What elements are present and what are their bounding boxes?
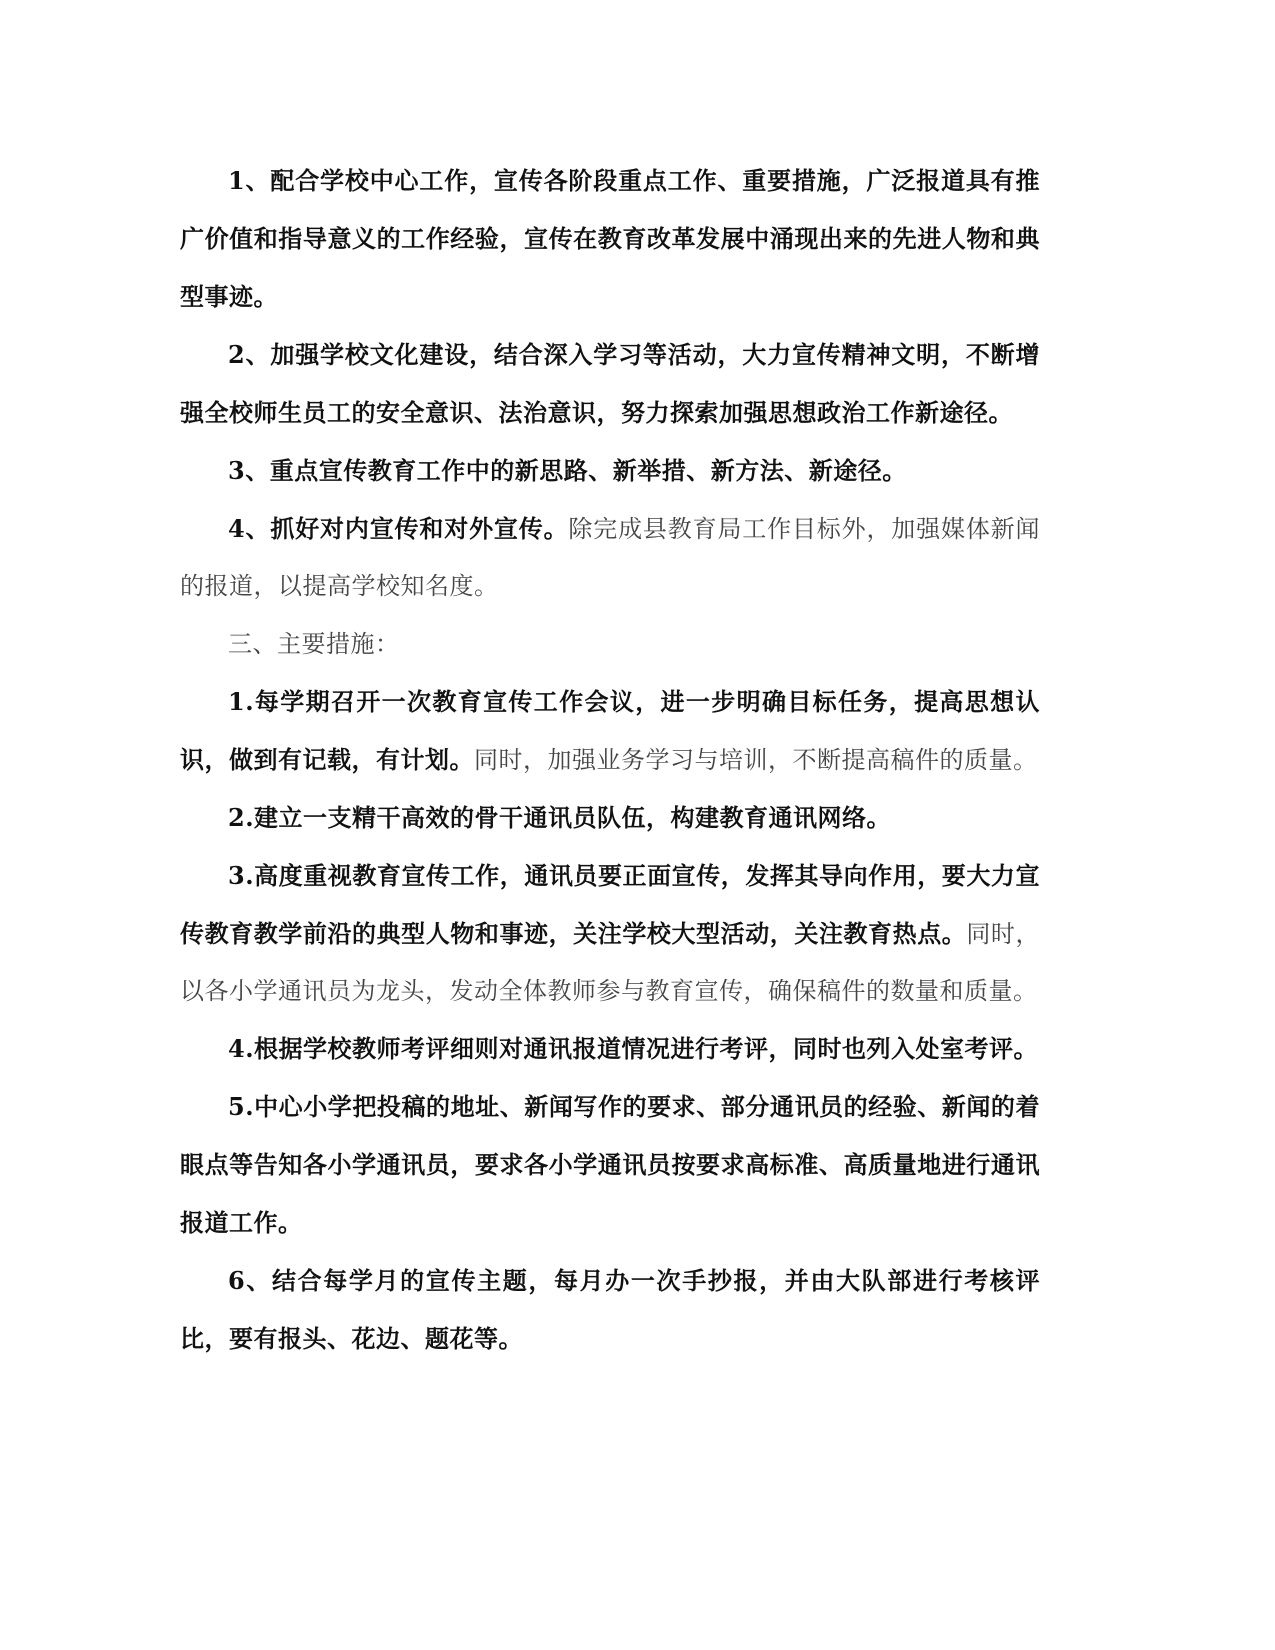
- paragraph-3: 3、重点宣传教育工作中的新思路、新举措、新方法、新途径。: [228, 456, 907, 485]
- measure-3: 3.高度重视教育宣传工作，通讯员要正面宣传，发挥其导向作用，要大力宣传教育教学前沿的典型人物和事迹，关注学校大型活动，关注教育热点。同时，以各小学通讯员为龙头，发动全体教师参与教育宣传，确保稿件的数量和质量。: [180, 861, 1041, 1005]
- measure-2: 2.建立一支精干高效的骨干通讯员队伍，构建教育通讯网络。: [228, 803, 892, 832]
- paragraph-1: 1、配合学校中心工作，宣传各阶段重点工作、重要措施，广泛报道具有推广价值和指导意义的工作经验，宣传在教育改革发展中涌现出来的先进人物和典型事迹。: [180, 166, 1040, 311]
- measure-6: 6、结合每学月的宣传主题，每月办一次手抄报，并由大队部进行考核评比，要有报头、花边、题花等。: [180, 1266, 1040, 1353]
- measure-5: 5.中心小学把投稿的地址、新闻写作的要求、部分通讯员的经验、新闻的着眼点等告知各小学通讯员，要求各小学通讯员按要求高标准、高质量地进行通讯报道工作。: [180, 1092, 1040, 1237]
- measure-1: 1.每学期召开一次教育宣传工作会议，进一步明确目标任务，提高思想认识，做到有记载，有计划。同时，加强业务学习与培训，不断提高稿件的质量。: [180, 687, 1040, 774]
- paragraph-4: 4、抓好对内宣传和对外宣传。除完成县教育局工作目标外，加强媒体新闻的报道，以提高学校知名度。: [180, 514, 1040, 600]
- paragraph-2: 2、加强学校文化建设，结合深入学习等活动，大力宣传精神文明，不断增强全校师生员工的安全意识、法治意识，努力探索加强思想政治工作新途径。: [180, 340, 1040, 427]
- document-page: [180, 152, 1040, 1368]
- section-heading: 三、主要措施：: [228, 630, 400, 658]
- measure-4: 4.根据学校教师考评细则对通讯报道情况进行考评，同时也列入处室考评。: [228, 1034, 1039, 1063]
